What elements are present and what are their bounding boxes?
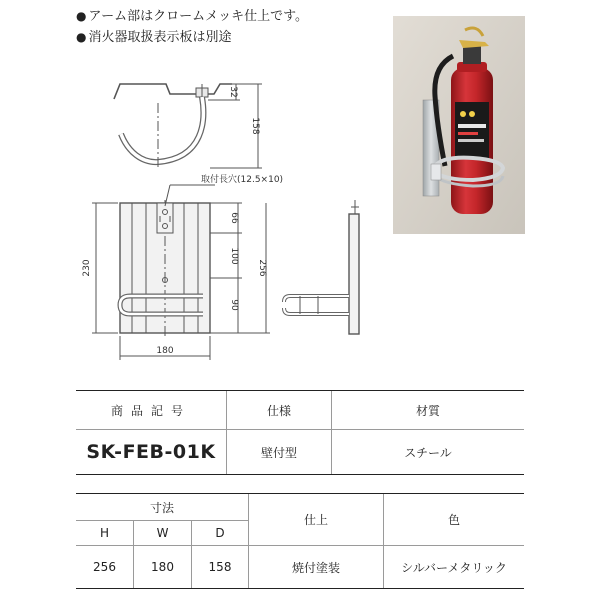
dim-100: 100: [229, 247, 239, 265]
side-view: [284, 200, 359, 334]
value-color: シルバーメタリック: [384, 546, 525, 589]
dim-90: 90: [229, 299, 239, 311]
header-finish: 仕上: [249, 494, 384, 546]
bullet-icon: ●: [76, 9, 87, 23]
slot-label: 取付長穴(12.5×10): [201, 175, 284, 185]
dim-256: 256: [257, 259, 267, 277]
dimensions-table: [76, 493, 524, 589]
value-w: 180: [134, 546, 192, 589]
technical-drawing: [0, 0, 390, 380]
header-d: D: [192, 521, 249, 546]
header-w: W: [134, 521, 192, 546]
fire-extinguisher-photo: [393, 16, 525, 234]
spec-value: 壁付型: [227, 430, 332, 475]
dim-230: 230: [82, 259, 92, 277]
dim-180: 180: [156, 346, 174, 356]
dim-158: 158: [250, 117, 260, 135]
product-code: SK-FEB-01K: [76, 430, 227, 475]
header-dimensions: 寸法: [76, 494, 249, 521]
top-view: [114, 84, 262, 170]
front-view: [92, 185, 270, 360]
dim-32: 32: [228, 86, 238, 98]
value-d: 158: [192, 546, 249, 589]
dim-66: 66: [229, 212, 239, 224]
value-finish: 焼付塗装: [249, 546, 384, 589]
value-h: 256: [76, 546, 134, 589]
note-text: アーム部はクロームメッキ仕上です。: [88, 9, 309, 24]
material-value: スチール: [332, 430, 525, 475]
header-material: 材質: [332, 391, 525, 430]
header-h: H: [76, 521, 134, 546]
note-text: 消火器取扱表示板は別途: [88, 30, 232, 45]
product-table: [76, 390, 524, 475]
header-spec: 仕様: [227, 391, 332, 430]
header-color: 色: [384, 494, 525, 546]
bullet-icon: ●: [76, 30, 87, 44]
header-product-code: 商品記号: [76, 391, 227, 430]
